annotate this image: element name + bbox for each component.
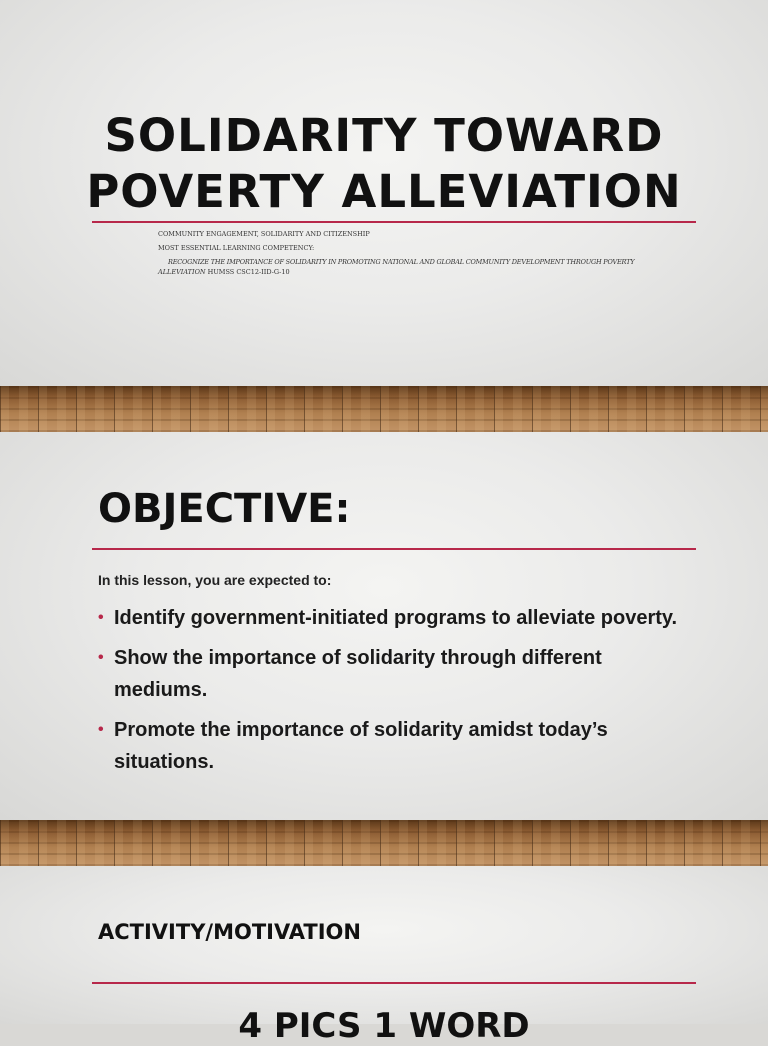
bullet-icon: •: [98, 609, 104, 626]
objective-item: [98, 602, 698, 634]
objective-list: [98, 602, 698, 786]
objective-intro: In this lesson, you are expected to:: [98, 572, 332, 588]
bullet-icon: •: [98, 721, 104, 738]
objective-item: [98, 714, 698, 778]
objective-item: [98, 642, 698, 706]
competency-label: MOST ESSENTIAL LEARNING COMPETENCY:: [158, 244, 315, 252]
activity-heading: ACTIVITY/MOTIVATION: [98, 920, 361, 944]
competency-text-line2: [158, 268, 658, 277]
wood-floor-2: [0, 820, 768, 866]
objective-heading: OBJECTIVE:: [98, 486, 351, 532]
competency-code: HUMSS CSC12-IID-G-10: [205, 268, 290, 276]
course-name: COMMUNITY ENGAGEMENT, SOLIDARITY AND CITIZENSHIP: [158, 230, 370, 238]
slide-title-heading: [0, 108, 768, 220]
title-divider: [92, 221, 696, 223]
activity-title-partial: 4 PICS 1 WORD: [238, 1006, 530, 1046]
objective-divider: [92, 548, 696, 550]
title-line-2: POVERTY ALLEVIATION: [86, 165, 682, 218]
title-line-1: SOLIDARITY TOWARD: [104, 109, 664, 162]
competency-alleviation: ALLEVIATION: [158, 268, 206, 276]
objective-text: Identify government-initiated programs to alleviate poverty.: [114, 607, 678, 629]
objective-text: Show the importance of solidarity through different mediums.: [114, 647, 602, 701]
competency-text-line1: RECOGNIZE THE IMPORTANCE OF SOLIDARITY IN PROMOTING NATIONAL AND GLOBAL COMMUNITY DEVELOPMENT THROUGH POVERTY: [168, 258, 635, 266]
bullet-icon: •: [98, 649, 104, 666]
activity-divider: [92, 982, 696, 984]
objective-text: Promote the importance of solidarity amidst today’s situations.: [114, 719, 608, 773]
slide-objective: [0, 432, 768, 820]
slide-activity: [0, 866, 768, 1046]
slide-title: [0, 0, 768, 386]
wood-floor-1: [0, 386, 768, 432]
